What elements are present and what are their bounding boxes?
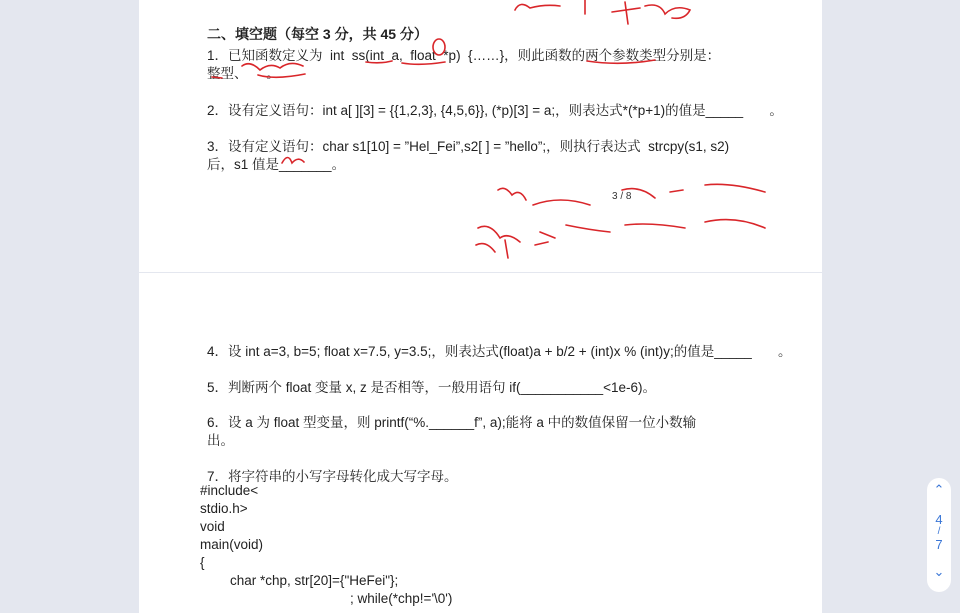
question-1-line1: 1．已知函数定义为 int ss(int a, float *p) {……}，则此函数的两个参数类型分别是： <box>207 48 721 63</box>
code-line: main(void) <box>200 537 264 552</box>
total-pages: 7 <box>935 537 943 552</box>
question-3-line2: 后，s1 值是_______。 <box>207 157 346 172</box>
question-6-line2: 出。 <box>207 433 234 448</box>
code-line: ; while(*chp!='\0') <box>200 591 453 606</box>
question-5: 5．判断两个 float 变量 x, z 是否相等，一般用语句 if(___________<1e-6)。 <box>207 380 657 395</box>
code-line: { <box>200 555 205 570</box>
code-line: #include< <box>200 483 259 498</box>
section-title: 二、填空题（每空 3 分，共 45 分） <box>207 26 428 42</box>
document-page-3 <box>139 0 822 272</box>
code-line: stdio.h> <box>200 501 248 516</box>
question-7-title: 7．将字符串的小写字母转化成大写字母。 <box>207 469 458 484</box>
page-label: 3 / 8 <box>612 191 632 202</box>
page-navigator <box>927 478 951 592</box>
question-3-line1: 3．设有定义语句：char s1[10] = ”Hel_Fei”,s2[ ] = ”hello”;，则执行表达式 strcpy(s1, s2) <box>207 139 730 154</box>
code-line: void <box>200 519 225 534</box>
document-page-4 <box>139 273 822 613</box>
next-page-button[interactable]: ⌄ <box>933 564 945 579</box>
question-4: 4．设 int a=3, b=5; float x=7.5, y=3.5;，则表达式(float)a + b/2 + (int)x % (int)y;的值是_____ 。 <box>207 344 792 359</box>
current-page-number: 4 <box>935 512 943 527</box>
page-separator: / <box>937 526 941 537</box>
previous-page-button[interactable]: ⌃ <box>933 482 945 497</box>
code-line: char *chp, str[20]={"HeFei"}; <box>200 573 399 588</box>
question-2: 2．设有定义语句：int a[ ][3] = {{1,2,3}, {4,5,6}}, (*p)[3] = a;，则表达式*(*p+1)的值是_____ 。 <box>207 103 783 118</box>
question-6-line1: 6．设 a 为 float 型变量，则 printf(“%.______f”, a);能将 a 中的数值保留一位小数输 <box>207 415 697 430</box>
question-1-line2: 整型、 。 <box>207 66 280 81</box>
